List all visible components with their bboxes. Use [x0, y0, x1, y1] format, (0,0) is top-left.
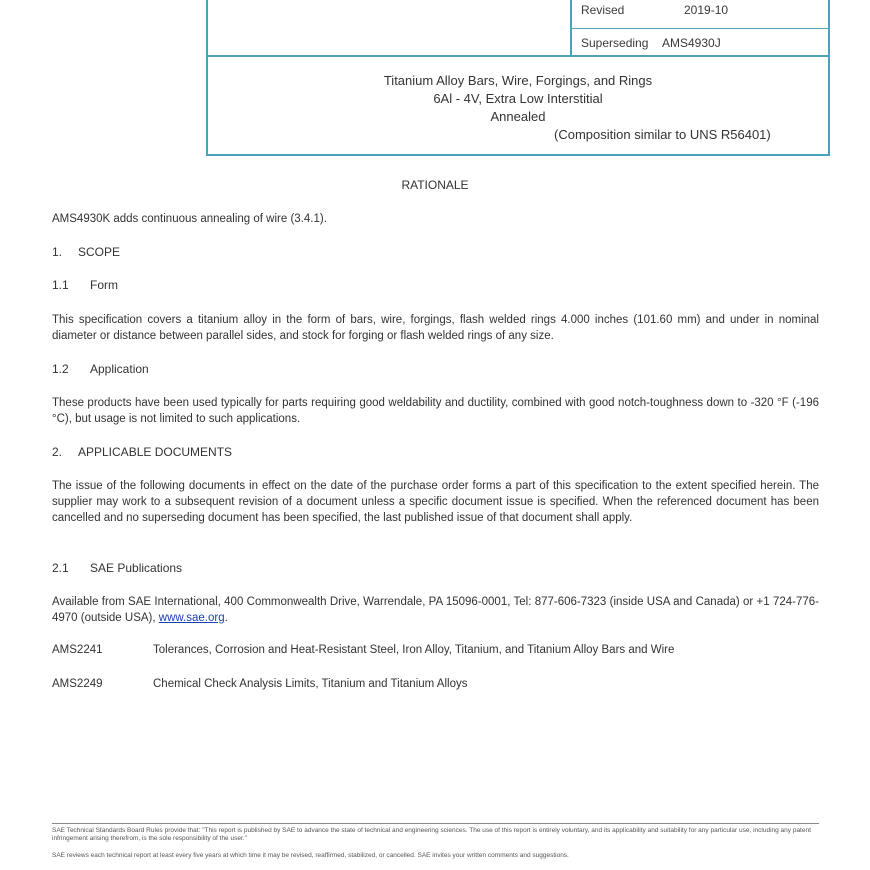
revised-label: Revised	[581, 3, 625, 17]
section-title: SCOPE	[78, 245, 121, 259]
sae-address-text: Available from SAE International, 400 Commonwealth Drive, Warrendale, PA 15096-0001, Tel: 877-606-7323 (inside USA and Canada) or +1 724-776-4970 (outside USA),	[52, 596, 819, 624]
reference-title: Tolerances, Corrosion and Heat-Resistant Steel, Iron Alloy, Titanium, and Titanium Alloy Bars and Wire	[153, 644, 675, 656]
reference-code: AMS2241	[52, 644, 103, 656]
rationale-text: AMS4930K adds continuous annealing of wire (3.4.1).	[52, 213, 327, 225]
sae-website-link[interactable]: www.sae.org	[158, 612, 225, 624]
section-sae-publications-heading	[52, 561, 182, 575]
section-scope-heading	[52, 245, 120, 259]
section-title: Form	[90, 278, 118, 292]
document-title-line-3: Annealed	[490, 109, 546, 124]
section-applicable-documents-heading	[52, 445, 232, 459]
section-number: 1.2	[52, 362, 69, 376]
section-title: SAE Publications	[90, 561, 183, 575]
section-applicable-documents-text: The issue of the following documents in effect on the date of the purchase order forms a part of this specification to the extent specified herein. The supplier may work to a subsequent revision of a document unless a specific document issue is specified. When the referenced document has been cancelled and no superseding document has been specified, the last published issue of that document shall apply.	[52, 480, 819, 524]
superseding-label: Superseding	[581, 36, 649, 50]
header-divider-horizontal	[206, 55, 830, 57]
footer-rule	[52, 823, 819, 824]
section-number: 2.1	[52, 561, 69, 575]
section-form-text: This specification covers a titanium alloy in the form of bars, wire, forgings, flash welded rings 4.000 inches (101.60 mm) and under in nominal diameter or distance between parallel sides, and stock for forging or flash welded rings of any size.	[52, 314, 819, 342]
section-sae-publications-text	[52, 594, 819, 626]
section-application-text: These products have been used typically for parts requiring good weldability and ductility, combined with good notch-toughness down to -320 °F (-196 °C), but usage is not limited to such applications.	[52, 397, 819, 425]
document-title-line-1: Titanium Alloy Bars, Wire, Forgings, and Rings	[383, 73, 653, 88]
sae-link-punctuation: .	[224, 612, 228, 624]
document-title-line-2: 6Al - 4V, Extra Low Interstitial	[433, 91, 603, 106]
footer-disclaimer-2: SAE reviews each technical report at least every five years at which time it may be revised, reaffirmed, stabilized, or cancelled. SAE invites your written comments and suggestions.	[52, 852, 569, 859]
section-title: Application	[90, 362, 149, 376]
section-number: 1.1	[52, 278, 69, 292]
section-form-heading	[52, 278, 118, 292]
section-number: 2.	[52, 445, 63, 459]
reference-title: Chemical Check Analysis Limits, Titanium and Titanium Alloys	[153, 678, 468, 690]
section-title: APPLICABLE DOCUMENTS	[78, 445, 233, 459]
section-number: 1.	[52, 245, 63, 259]
rationale-heading: RATIONALE	[401, 178, 469, 192]
revised-date: 2019-10	[684, 3, 729, 17]
footer-disclaimer-1: SAE Technical Standards Board Rules provide that: "This report is published by SAE to advance the state of technical and engineering sciences. The use of this report is entirely voluntary, and its applicability and suitability for any particular use, including any patent infringement arising therefrom, is the sole responsibility of the user."	[52, 827, 811, 842]
reference-code: AMS2249	[52, 678, 103, 690]
composition-note: (Composition similar to UNS R56401)	[554, 127, 771, 142]
superseding-document: AMS4930J	[662, 36, 721, 50]
section-application-heading	[52, 362, 149, 376]
header-divider-meta	[572, 28, 830, 29]
